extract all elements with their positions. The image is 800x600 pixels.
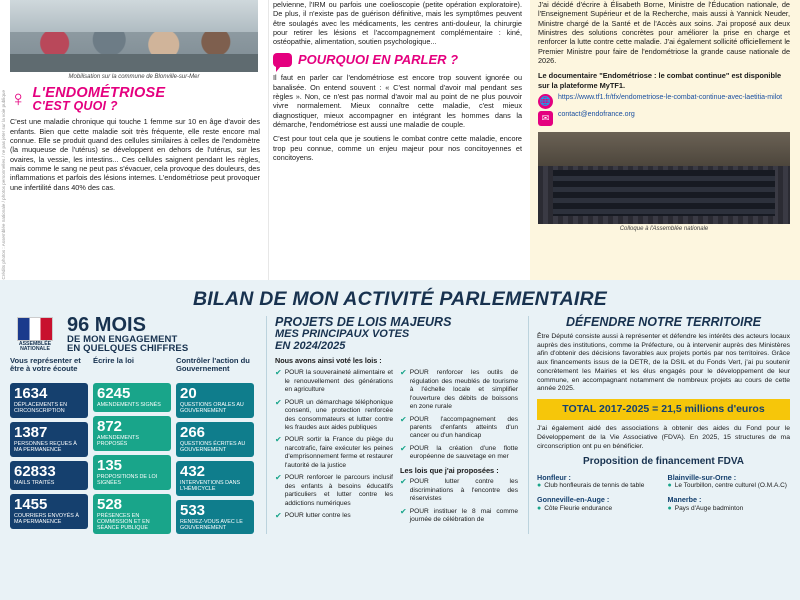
mois-line2: DE MON ENGAGEMENT [67,333,178,345]
check-icon: ✔ [400,414,407,424]
website-link-row[interactable] [538,94,790,109]
globe-icon: 🌐 [538,94,553,109]
logo-line1: ASSEMBLÉE [18,340,52,347]
stat-label: AMENDEMENTS SIGNÉS [97,401,161,408]
fdva-desc: Côte Fleurie endurance [544,504,613,512]
stat-number: 432 [180,462,206,480]
endometriose-heading [10,86,260,114]
stat-number: 6245 [97,384,131,402]
stats-columns [10,357,258,535]
fdva-town: Blainville-sur-Orne : [667,473,737,483]
stat-box [93,494,171,535]
fdva-town: Manerbe : [667,495,702,505]
lois-proposees-label: Les lois que j'ai proposées : [400,465,499,475]
website-link[interactable]: https://www.tf1.fr/tfx/endometriose-le-combat-continue-avec-laetitia-milot [558,94,783,102]
stat-label: RENDEZ-VOUS AVEC LE GOUVERNEMENT [180,518,243,531]
territoire-title: DÉFENDRE NOTRE TERRITOIRE [566,314,761,329]
stat-box [10,461,88,490]
stat-box [176,461,254,496]
bullet-icon: ● [667,504,672,512]
check-icon: ✔ [275,397,282,407]
documentaire-note: Le documentaire "Endométriose : le combat continue" est disponible sur la plateforme MyTF1. [538,71,782,90]
territoire-column [528,316,790,535]
stat-number: 20 [180,384,197,402]
stat-label: QUESTIONS ORALES AU GOUVERNEMENT [180,401,244,414]
loi-text: POUR lutter contre les discriminations à l'encontre des réservistes [409,478,518,503]
pourquoi-paragraph-2: C'est pour tout cela que je soutiens le combat contre cette maladie, encore trop peu connue, comme un enjeu majeur pour nos concitoyennes et concitoyens. [273,134,522,162]
projets-intro: Nous avons ainsi voté les lois : [275,356,382,366]
stat-number: 266 [180,423,206,441]
assemblee-colloque-photo [538,132,790,224]
fdva-lists [537,473,790,517]
loi-item [400,478,518,503]
projets-title-line1: PROJETS DE LOIS MAJEURS [275,314,452,329]
stat-label: PRÉSENCES EN COMMISSION ET EN SÉANCE PUBLIQUE [97,512,150,531]
email-link[interactable]: contact@endofrance.org [558,111,635,119]
stat-number: 528 [97,495,123,513]
stat-box [10,494,88,529]
endometriose-title [33,86,166,114]
mois-number: 96 MOIS [67,313,146,336]
fdva-right-column [668,473,791,517]
bilan-chiffres-column [10,313,258,535]
colloque-caption: Colloque à l'Assemblée nationale [619,226,709,233]
stat-box [176,422,254,457]
vote-text: POUR renforcer les outils de régulation des meublés de tourisme à l'échelle locale et simplifier l'ouverture des débits de boissons en zone rurale [409,369,518,411]
vote-item [275,474,393,508]
fdva-left-column [537,473,660,517]
territoire-paragraph-2: J'ai également aidé des associations à obtenir des aides du Fond pour le Développement de la Vie Associative (FDVA). En 2025, 15 structures de ma circonscription ont pu en bénéficier. [537,425,790,450]
stat-box [93,455,171,490]
mobilisation-photo [10,0,258,72]
mois-line3: EN QUELQUES CHIFFRES [67,342,189,354]
vote-item [400,445,518,462]
bilan-section [0,280,800,600]
stat-box [93,383,171,412]
stat-label: DÉPLACEMENTS EN CIRCONSCRIPTION [14,401,68,414]
votes-left-column [275,369,393,528]
logo-line2: NATIONALE [20,345,50,352]
pourquoi-heading [273,52,522,69]
assemblee-logo-row [10,313,258,354]
stats-column-representer [10,357,88,535]
stat-label: PROPOSITIONS DE LOI SIGNÉES [97,473,158,486]
fdva-item [668,473,791,491]
vote-item [275,512,393,521]
vote-item [275,436,393,470]
stat-label: MAILS TRAITÉS [14,479,55,486]
vote-text: POUR renforcer le parcours inclusif des enfants à besoins éducatifs particuliers et lutter contre les addictions numériques [284,474,393,507]
mail-icon: ✉ [538,111,553,126]
vote-text: POUR un démarchage téléphonique consenti, une protection renforcée des consommateurs et lutter contre les fraudes aux aides publiques [284,398,393,432]
vote-item [275,369,393,394]
projets-title [275,316,520,352]
check-icon: ✔ [275,473,282,483]
fdva-item [668,495,791,513]
stat-box [10,422,88,457]
column-pourquoi [268,0,530,280]
check-icon: ✔ [275,435,282,445]
stat-box [176,500,254,535]
vertical-credit-text: Crédits photos : Assemblée nationale / photos personnelles / ne pas jeter sur la voie publique [1,90,6,280]
ministres-paragraph: J'ai décidé d'écrire à Élisabeth Borne, Ministre de l'Éducation nationale, de l'Enseignement Supérieur et de la Recherche, mais aussi à Yannick Neuder, Ministre chargé de la Santé et de l'Accès aux soins. J'ai proposé aux deux Ministres des solutions concrètes pour améliorer la prise en charge et renforcer la lutte contre cette maladie. J'ai également sollicité officiellement le Premier Ministre pour faire de l'endométriose la grande cause nationale de 2026. [538,0,790,65]
projets-lois-column [266,316,520,535]
vote-text: POUR sortir la France du piège du narcotrafic, faire exécuter les peines d'emprisonnement ferme et restaurer l'autorité de la justice [284,436,393,469]
venus-icon: ♀ [10,86,27,112]
column-endometriose [0,0,268,280]
bullet-icon: ● [667,482,672,490]
projets-title-line2: MES PRINCIPAUX VOTES [275,328,410,341]
pourquoi-title: POURQUOI EN PARLER ? [298,51,459,67]
vote-item [400,416,518,441]
stat-box [93,416,171,451]
email-link-row[interactable] [538,111,790,126]
stat-number: 1634 [14,384,48,402]
fdva-desc: Club honfleurais de tennis de table [544,482,645,490]
vote-item [275,399,393,433]
stat-number: 135 [97,456,123,474]
fdva-town: Gonneville-en-Auge : [537,495,610,505]
check-icon: ✔ [275,368,282,378]
pourquoi-paragraph-1: Il faut en parler car l'endométriose est encore trop souvent ignorée ou banalisée. On entend souvent : « C'est normal d'avoir mal pendant ses règles ». Non, ce n'est pas normal d'avoir mal au point de ne plus pouvoir vivre normalement. Mieux connaître cette maladie, c'est mieux diagnostiquer, mieux accompagner en intégrant les hommes dans la démarche, l'endométriose est aussi une maladie de couple. [273,73,522,129]
projets-title-line3: EN 2024/2025 [275,339,346,352]
vote-text: POUR la souveraineté alimentaire et le renouvellement des générations en agriculture [284,369,393,394]
stat-number: 533 [180,501,206,519]
vote-text: POUR l'accompagnement des parents d'enfants atteints d'un cancer ou d'un handicap [409,415,518,440]
assemblee-logo [10,317,60,353]
stat-label: COURRIERS ENVOYÉS À MA PERMANENCE [14,512,80,525]
bullet-icon: ● [537,504,542,512]
loi-text: POUR instituer le 8 mai comme journée de célébration de [409,507,518,523]
top-section [0,0,800,280]
fdva-item [537,473,660,491]
territoire-paragraph-1: Être Député consiste aussi à représenter et défendre les intérêts des acteurs locaux auprès des institutions, comme la Préfecture, ou à intervenir auprès des Ministères afin d'obtenir des décisions favorables aux projets portés par nos territoires. Grâce aux financements issus de la DETR, de la DSIL et du Fonds Vert, j'ai pu soutenir concrètement les Mairies et les élus engagés pour le développement de leur commune, en accompagnant notamment de nombreux projets au cours de cette année 2025. [537,333,790,393]
votes-right-column [400,369,518,528]
bilan-title: BILAN DE MON ACTIVITÉ PARLEMENTAIRE [193,288,607,310]
fdva-town: Honfleur : [537,473,571,483]
endometriose-title-line1: L'ENDOMÉTRIOSE [32,84,166,101]
vote-text: POUR lutter contre les [284,511,351,519]
total-financement-box: TOTAL 2017-2025 = 21,5 millions d'euros [537,399,790,420]
stats-header-3: Contrôler l'action du Gouvernement [176,355,250,374]
stats-header-1: Vous représenter et être à votre écoute [10,355,81,374]
stats-column-controler [176,357,254,535]
stat-label: QUESTIONS ÉCRITES AU GOUVERNEMENT [180,440,246,453]
stats-column-ecrire-la-loi [93,357,171,535]
stats-header-2: Écrire la loi [93,355,134,365]
stat-number: 62833 [14,462,56,480]
fdva-item [537,495,660,513]
check-icon: ✔ [400,477,407,487]
stat-label: INTERVENTIONS DANS L'HÉMICYCLE [180,479,241,492]
stat-label: AMENDEMENTS PROPOSÉS [97,434,139,447]
stat-number: 872 [97,417,123,435]
check-icon: ✔ [275,510,282,520]
stat-box [10,383,88,418]
check-icon: ✔ [400,443,407,453]
fdva-desc: Pays d'Auge badminton [674,504,744,512]
fdva-title: Proposition de financement FDVA [583,456,744,468]
photo-caption: Mobilisation sur la commune de Blonville-sur-Mer [68,74,200,80]
endometriose-title-line2: C'EST QUOI ? [32,99,118,114]
fdva-desc: Le Tourbillon, centre culturel (O.M.A.C) [674,482,787,490]
speech-bubble-icon [273,53,292,67]
check-icon: ✔ [400,368,407,378]
check-icon: ✔ [400,506,407,516]
vote-text: POUR la création d'une flotte européenne de sauvetage en mer [409,444,518,461]
stat-number: 1387 [14,423,48,441]
stat-label: PERSONNES REÇUES À MA PERMANENCE [14,440,77,453]
vote-item [400,369,518,411]
stat-box [176,383,254,418]
bullet-icon: ● [537,482,542,490]
french-flag-icon [17,317,53,341]
endometriose-paragraph: C'est une maladie chronique qui touche 1 femme sur 10 en âge d'avoir des enfants. Bien que cette maladie soit très fréquente, elle reste encore mal connue. Elle se produit quand des cellules similaires à celles de l'endomètre (la muqueuse de l'utérus) se développent en dehors de l'utérus, sur les ovaires, la vessie, les intestins... Ces cellules saignent pendant les règles, mais comme le sang ne peut pas s'évacuer, cela provoque des douleurs, des inflammations et parfois des lésions internes. L'endométriose peut provoquer une infertilité dans 40% des cas. [10,117,260,192]
middle-top-paragraph: pelvienne, l'IRM ou parfois une coelioscopie (petite opération exploratoire). De plus, il n'existe pas de guérison définitive, mais les symptômes peuvent être soulagés avec les médicaments, les centres anti-douleur, la chirurgie pour retirer les lésions et l'accompagnement complémentaire : kiné, ostéopathie, alimentation, soutien psychologique... [273,0,522,47]
votes-lists [275,369,520,528]
column-ministres [530,0,800,280]
mois-block [67,313,189,354]
stat-number: 1455 [14,495,48,513]
loi-item [400,508,518,525]
